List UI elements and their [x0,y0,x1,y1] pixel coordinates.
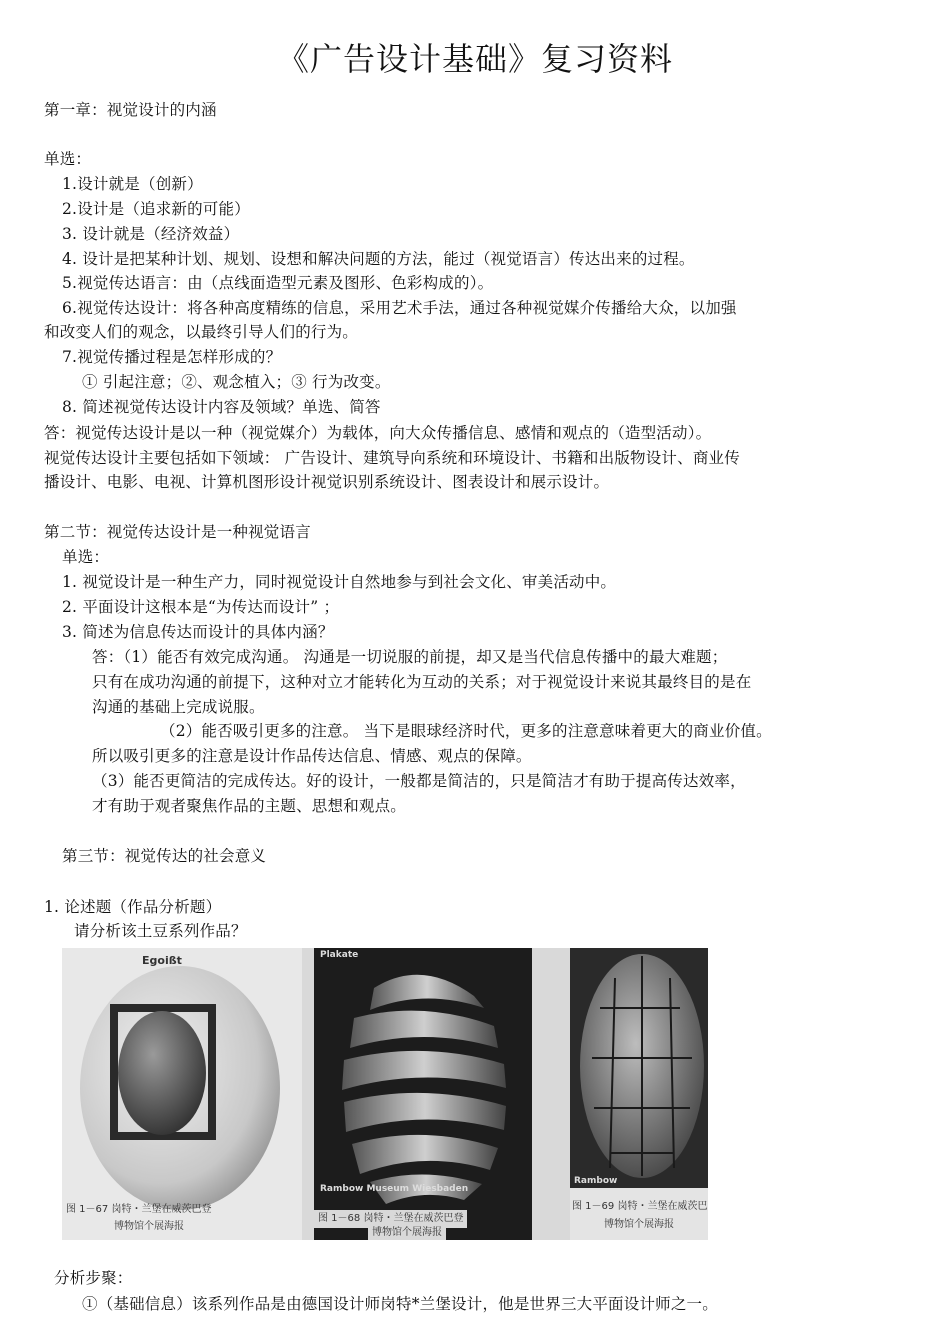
figure-caption: 博物馆个展海报 [604,1219,674,1230]
text-line: 和改变人们的观念，以最终引导人们的行为。 [44,323,359,341]
section-label: 单选： [44,150,92,168]
text-line: 才有助于观者聚焦作品的主题、思想和观点。 [92,797,407,815]
text-line: 4. 设计是把某种计划、规划、设想和解决问题的方法，能过（视觉语言）传达出来的过程。 [62,250,695,268]
figure-caption: 图 1－69 岗特・兰堡在威茨巴 [572,1201,708,1212]
potato-frame-illustration [62,948,302,1240]
text-line: 2.设计是（追求新的可能） [62,200,250,218]
text-line: 3. 简述为信息传达而设计的具体内涵？ [62,623,334,641]
poster-tag: Egoißt [142,954,182,967]
chapter-heading: 第一章：视觉设计的内涵 [44,101,217,119]
text-line: 答：（1）能否有效完成沟通。 沟通是一切说服的前提，却又是当代信息传播中的最大难题； [92,648,728,666]
section-label: 分析步聚： [54,1269,133,1287]
text-line: 1. 视觉设计是一种生产力，同时视觉设计自然地参与到社会文化、审美活动中。 [62,573,617,591]
text-line: 请分析该土豆系列作品？ [74,922,247,940]
text-line: （3）能否更简洁的完成传达。好的设计，一般都是简洁的，只是简洁才有助于提高传达效率， [92,772,746,790]
text-line: ① 引起注意；②、观念植入；③ 行为改变。 [82,373,391,391]
text-line: （2）能否吸引更多的注意。 当下是眼球经济时代，更多的注意意味着更大的商业价值。 [160,722,772,740]
text-line: 1. 论述题（作品分析题） [44,898,222,916]
text-line: 6.视觉传达设计：将各种高度精练的信息，采用艺术手法，通过各种视觉媒介传播给大众，以加强 [62,299,737,317]
poster-panel-2 [314,948,532,1240]
peeled-potato-illustration [314,948,532,1240]
text-line: 沟通的基础上完成说服。 [92,698,265,716]
text-line: 答：视觉传达设计是以一种（视觉媒介）为载体，向大众传播信息、感情和观点的（造型活动）。 [44,424,712,442]
section-heading: 第二节：视觉传达设计是一种视觉语言 [44,523,311,541]
figure-caption: 博物馆个展海报 [114,1221,184,1232]
document-title: 《广告设计基础》复习资料 [276,40,673,78]
potato-poster-figure [62,948,708,1240]
text-line: 7.视觉传播过程是怎样形成的？ [62,348,282,366]
poster-credit: Rambow [574,1176,618,1186]
text-line: 8. 简述视觉传达设计内容及领域？单选、简答 [62,398,381,416]
text-line: 所以吸引更多的注意是设计作品传达信息、情感、观点的保障。 [92,747,532,765]
text-line: 只有在成功沟通的前提下，这种对立才能转化为互动的关系；对于视觉设计来说其最终目的是在 [92,673,752,691]
poster-tag: Plakate [320,950,359,960]
section-heading: 第三节：视觉传达的社会意义 [62,847,267,865]
text-line: ①（基础信息）该系列作品是由德国设计师岗特*兰堡设计，他是世界三大平面设计师之一。 [82,1295,718,1313]
figure-caption: 图 1－68 岗特・兰堡在威茨巴登 [314,1210,467,1228]
text-line: 2. 平面设计这根本是“为传达而设计” ； [62,598,340,616]
poster-credit: Rambow Museum Wiesbaden [320,1184,469,1194]
text-line: 播设计、电影、电视、计算机图形设计视觉识别系统设计、图表设计和展示设计。 [44,473,610,491]
cracked-potato-illustration [570,948,708,1240]
text-line: 1.设计就是（创新） [62,175,203,193]
section-label: 单选： [62,548,110,566]
text-line: 视觉传达设计主要包括如下领域： 广告设计、建筑导向系统和环境设计、书籍和出版物设计、商业传 [44,449,740,467]
poster-panel-3 [570,948,708,1240]
poster-panel-1 [62,948,302,1240]
text-line: 5.视觉传达语言：由（点线面造型元素及图形、色彩构成的）。 [62,274,494,292]
figure-caption: 博物馆个展海报 [368,1226,446,1240]
text-line: 3. 设计就是（经济效益） [62,225,240,243]
figure-caption: 图 1－67 岗特・兰堡在威茨巴登 [66,1204,212,1215]
